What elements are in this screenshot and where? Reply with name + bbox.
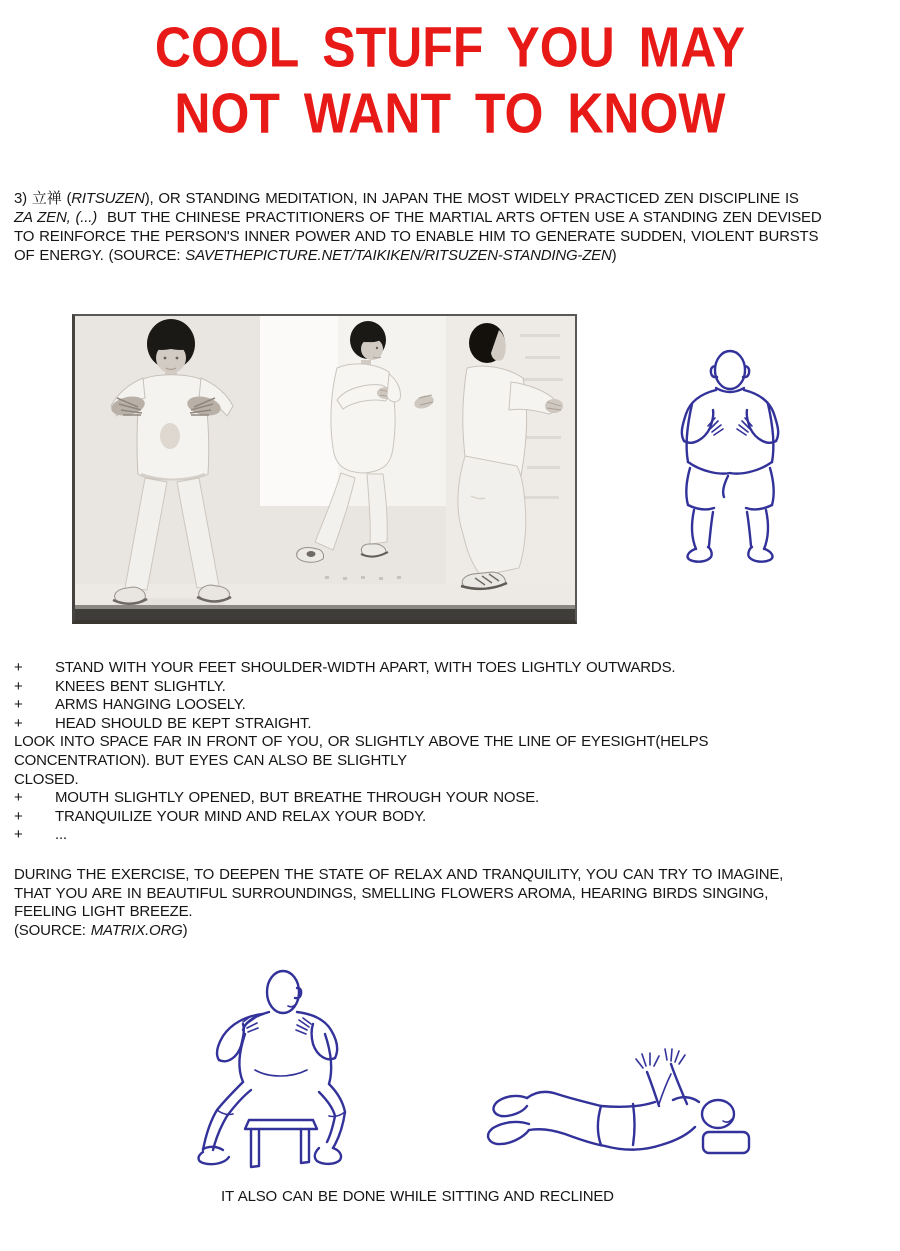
outro-text: DURING THE EXERCISE, TO DEEPEN THE STATE OF RELAX AND TRANQUILITY, YOU CAN TRY TO IMAGINE, <box>14 866 784 883</box>
source-url-text: SAVETHEPICTURE.NET/TAIKIKEN/RITSUZEN-STANDING-ZEN <box>185 247 612 264</box>
photo-ritsuzen-poses <box>72 314 577 624</box>
list-item <box>14 678 708 697</box>
list-item <box>14 808 708 827</box>
intro-line <box>14 227 821 246</box>
intro-line <box>14 208 821 227</box>
outro-line <box>14 866 783 885</box>
instructions-list <box>14 659 708 845</box>
outro-text: (SOURCE: <box>14 921 91 939</box>
list-item-text: KNEES BENT SLIGHTLY. <box>55 677 226 695</box>
outro-text: THAT YOU ARE IN BEAUTIFUL SURROUNDINGS, SMELLING FLOWERS AROMA, HEARING BIRDS SINGING, <box>14 884 769 902</box>
list-item <box>14 733 708 752</box>
list-item-text: HEAD SHOULD BE KEPT STRAIGHT. <box>55 714 312 732</box>
photo-ritsuzen-poses-image <box>75 316 575 620</box>
intro-line <box>14 189 821 208</box>
intro-text: OF ENERGY. (SOURCE: <box>14 247 186 264</box>
outro-line <box>14 903 783 922</box>
outro-line <box>14 922 783 941</box>
list-item <box>14 826 708 845</box>
list-item-text: MOUTH SLIGHTLY OPENED, BUT BREATHE THROUGH YOUR NOSE. <box>55 789 539 807</box>
page-title <box>0 14 900 146</box>
title-line-2: NOT WANT TO KNOW <box>174 81 726 146</box>
bullet-marker: + <box>14 826 23 844</box>
list-item-text: LOOK INTO SPACE FAR IN FRONT OF YOU, OR SLIGHTLY ABOVE THE LINE OF EYESIGHT(HELPS <box>14 733 709 751</box>
drawing-sitting-figure <box>193 962 361 1178</box>
intro-paragraph <box>14 189 821 265</box>
caption-text: IT ALSO CAN BE DONE WHILE SITTING AND RECLINED <box>221 1188 614 1205</box>
intro-text: 3) 立禅 ( <box>14 190 72 207</box>
outro-text: ) <box>182 921 188 939</box>
bullet-marker: + <box>14 789 23 807</box>
bullet-marker: + <box>14 714 23 732</box>
source-url-text: MATRIX.ORG <box>90 921 183 939</box>
list-item <box>14 715 708 734</box>
bullet-marker: + <box>14 677 23 695</box>
intro-text-italic: RITSUZEN <box>71 190 145 207</box>
title-line-1: COOL STUFF YOU MAY <box>154 15 746 79</box>
list-item <box>14 752 708 771</box>
bullet-marker: + <box>14 696 23 714</box>
intro-text: BUT THE CHINESE PRACTITIONERS OF THE MARTIAL ARTS OFTEN USE A STANDING ZEN DEVISED <box>97 209 822 226</box>
intro-text-italic: ZA ZEN, (...) <box>14 209 98 226</box>
list-item <box>14 771 708 790</box>
bullet-marker: + <box>14 807 23 825</box>
list-item-text: ... <box>55 826 67 844</box>
list-item <box>14 696 708 715</box>
list-item-text: CONCENTRATION). BUT EYES CAN ALSO BE SLIGHTLY <box>14 751 407 769</box>
list-item-text: STAND WITH YOUR FEET SHOULDER-WIDTH APART, WITH TOES LIGHTLY OUTWARDS. <box>55 659 676 676</box>
outro-line <box>14 885 783 904</box>
intro-line <box>14 246 821 265</box>
list-item <box>14 789 708 808</box>
outro-paragraph <box>14 866 783 940</box>
list-item <box>14 659 708 678</box>
caption <box>221 1188 614 1205</box>
list-item-text: CLOSED. <box>14 770 79 788</box>
drawing-reclined-figure <box>483 1044 781 1170</box>
bullet-marker: + <box>14 659 23 676</box>
outro-text: FEELING LIGHT BREEZE. <box>14 903 193 920</box>
drawing-standing-figure <box>658 342 798 578</box>
list-item-text: TRANQUILIZE YOUR MIND AND RELAX YOUR BODY. <box>55 807 427 825</box>
intro-text: ) <box>611 247 617 264</box>
intro-text: TO REINFORCE THE PERSON'S INNER POWER AND TO ENABLE HIM TO GENERATE SUDDEN, VIOLENT BURSTS <box>14 228 819 245</box>
intro-text: ), OR STANDING MEDITATION, IN JAPAN THE MOST WIDELY PRACTICED ZEN DISCIPLINE IS <box>144 190 799 207</box>
list-item-text: ARMS HANGING LOOSELY. <box>55 696 246 714</box>
